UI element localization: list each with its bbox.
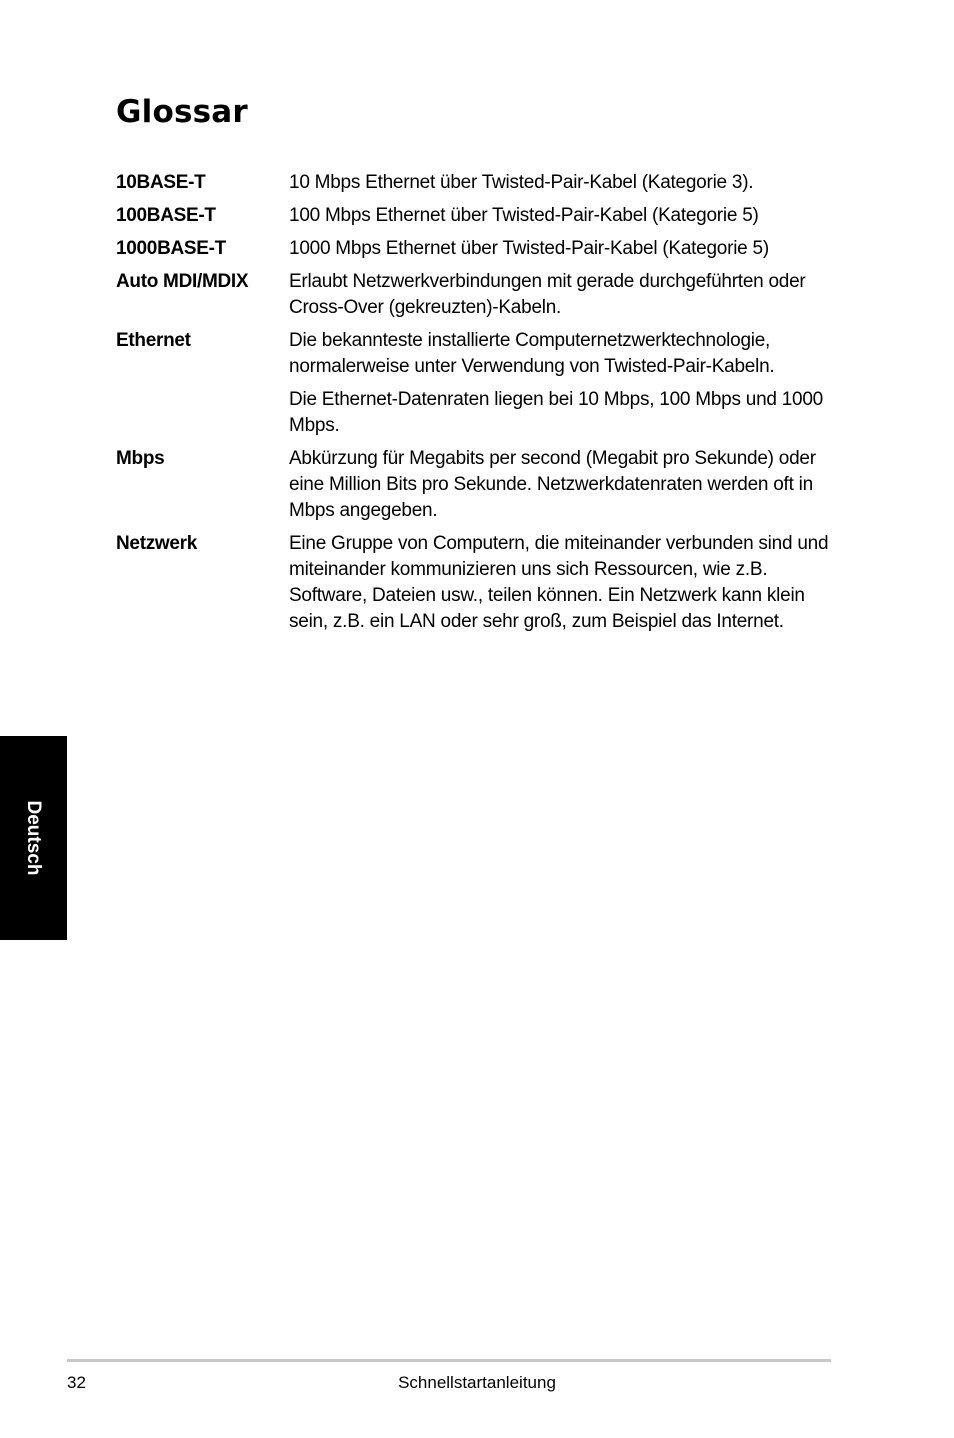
glossary-list xyxy=(116,170,846,642)
glossary-entry-netzwerk xyxy=(116,531,846,635)
glossary-definition: Erlaubt Netzwerkverbindungen mit gerade durchgeführten oder Cross-Over (gekreuzten)-Kabeln. xyxy=(289,271,806,318)
glossary-definitions xyxy=(289,531,846,635)
glossary-term: 100BASE-T xyxy=(116,205,216,226)
glossary-definitions xyxy=(289,170,846,196)
glossary-definitions xyxy=(289,269,846,321)
glossary-entry-ethernet xyxy=(116,328,846,439)
glossary-term: Netzwerk xyxy=(116,533,198,554)
glossary-definition: Abkürzung für Megabits per second (Megabit pro Sekunde) oder eine Million Bits pro Sekunde. Netzwerkdatenraten werden oft in Mbps angegeben. xyxy=(289,448,816,521)
glossary-entry-1000base-t xyxy=(116,236,846,262)
glossary-term: 10BASE-T xyxy=(116,172,206,193)
language-tab-label: Deutsch xyxy=(23,800,44,876)
glossary-definition: Die Ethernet-Datenraten liegen bei 10 Mbps, 100 Mbps und 1000 Mbps. xyxy=(289,389,823,436)
footer-title: Schnellstartanleitung xyxy=(398,1373,556,1392)
glossary-definition: 10 Mbps Ethernet über Twisted-Pair-Kabel (Kategorie 3). xyxy=(289,172,754,193)
glossary-definition: Die bekannteste installierte Computernetzwerktechnologie, normalerweise unter Verwendung von Twisted-Pair-Kabeln. xyxy=(289,330,775,377)
glossary-definitions xyxy=(289,236,846,262)
glossary-term: Auto MDI/MDIX xyxy=(116,271,249,292)
footer-divider xyxy=(67,1359,831,1362)
glossary-entry-auto-mdi-mdix xyxy=(116,269,846,321)
glossary-definition: 1000 Mbps Ethernet über Twisted-Pair-Kabel (Kategorie 5) xyxy=(289,238,769,259)
glossary-definition: 100 Mbps Ethernet über Twisted-Pair-Kabel (Kategorie 5) xyxy=(289,205,759,226)
glossary-entry-10base-t xyxy=(116,170,846,196)
glossary-definitions xyxy=(289,446,846,524)
page-title: Glossar xyxy=(116,94,248,130)
glossary-term: Ethernet xyxy=(116,330,191,351)
glossary-term: 1000BASE-T xyxy=(116,238,226,259)
glossary-definition: Eine Gruppe von Computern, die miteinander verbunden sind und miteinander kommunizieren uns sich Ressourcen, wie z.B. Software, Dateien usw., teilen können. Ein Netzwerk kann klein sein, z.B. ein LAN oder sehr groß, zum Beispiel das Internet. xyxy=(289,533,829,632)
glossary-definitions xyxy=(289,203,846,229)
glossary-term: Mbps xyxy=(116,448,165,469)
glossary-entry-100base-t xyxy=(116,203,846,229)
glossary-definitions xyxy=(289,328,846,439)
glossary-entry-mbps xyxy=(116,446,846,524)
page-number: 32 xyxy=(67,1373,86,1392)
